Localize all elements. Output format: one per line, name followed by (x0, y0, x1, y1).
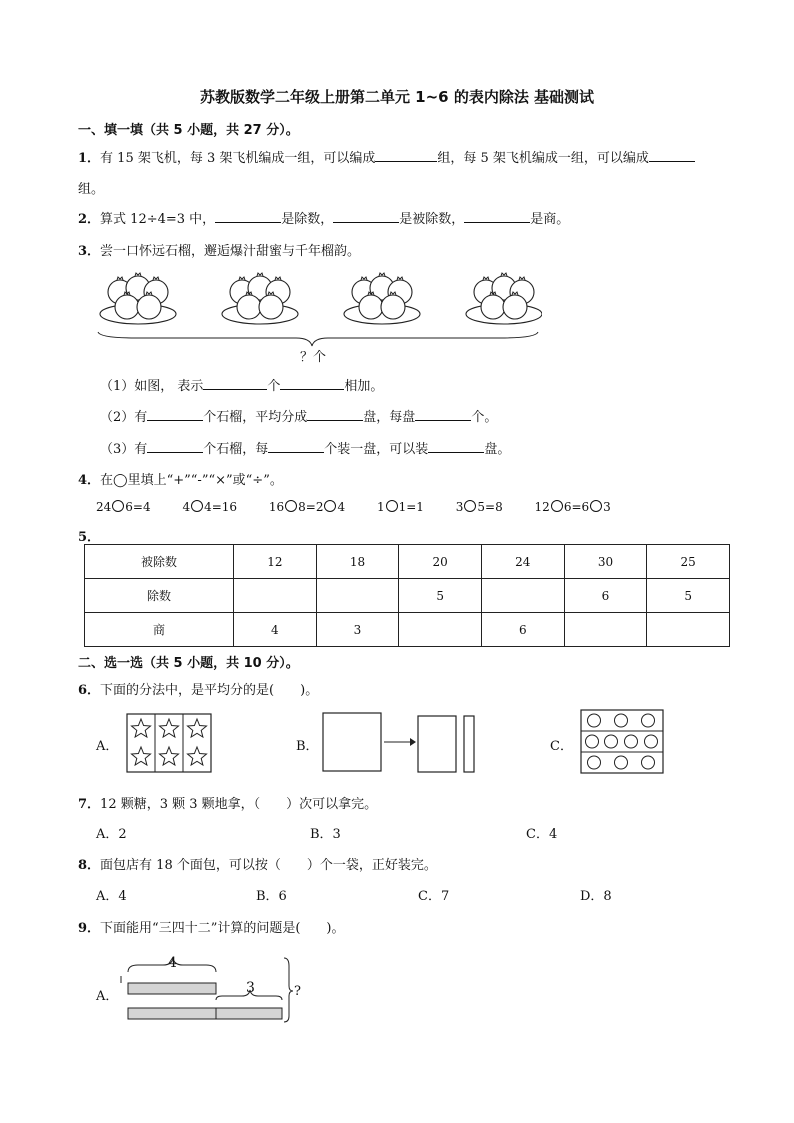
answer-blank[interactable] (280, 376, 344, 390)
table-header-cell: 商 (85, 613, 234, 647)
table-cell: 3 (316, 613, 399, 647)
table-cell: 6 (564, 579, 647, 613)
plate-1 (100, 273, 176, 324)
section-two-heading: 二、选一选（共 5 小题，共 10 分）。 (78, 656, 299, 671)
circles-rows-figure (580, 709, 664, 775)
question-2 (78, 208, 569, 227)
question-text: 是商。 (530, 212, 570, 227)
table-cell[interactable] (399, 613, 482, 647)
table-cell: 12 (234, 545, 317, 579)
question-number: 3． (78, 244, 101, 259)
blank-circle[interactable] (386, 500, 398, 512)
question-text: 下面能用“三四十二”计算的问题是( )。 (100, 921, 345, 936)
table-cell: 4 (234, 613, 317, 647)
option-c[interactable]: C．7 (418, 889, 450, 904)
option-a[interactable]: A．2 (96, 827, 127, 842)
plate-4 (466, 273, 542, 324)
question-text: 是被除数， (399, 212, 465, 227)
plate-3 (344, 273, 420, 324)
question-text: 有 15 架飞机，每 3 架飞机编成一组，可以编成 (100, 151, 376, 166)
total-brace (98, 332, 538, 346)
question-5-number: 5． (78, 530, 101, 545)
top-number: 4 (168, 955, 177, 971)
option-a-label[interactable]: A． (96, 989, 119, 1004)
question-text: 12 颗糖，3 颗 3 颗地拿，（ ）次可以拿完。 (100, 797, 378, 812)
option-a[interactable]: A．4 (96, 889, 127, 904)
question-mark: ? (294, 984, 301, 999)
table-cell: 6 (481, 613, 564, 647)
table-header-cell: 被除数 (85, 545, 234, 579)
table-cell[interactable] (481, 579, 564, 613)
equation-6: 12 6=6 3 (534, 500, 611, 514)
table-cell: 18 (316, 545, 399, 579)
equation-3: 16 8=2 4 (268, 500, 346, 514)
pomegranate-plates-illustration (96, 268, 542, 348)
section-one-heading: 一、填一填（共 5 小题，共 27 分）。 (78, 123, 299, 138)
bottom-bar-part (128, 1008, 216, 1019)
answer-blank[interactable] (147, 439, 203, 453)
answer-blank[interactable] (333, 209, 399, 223)
right-brace (284, 958, 293, 1022)
table-cell: 24 (481, 545, 564, 579)
bottom-number: 3 (246, 980, 255, 996)
plate-2 (222, 273, 298, 324)
equation-1: 24 6=4 (96, 500, 151, 514)
total-label: ？个 (300, 350, 327, 365)
question-text: 是除数， (281, 212, 334, 227)
table-cell: 20 (399, 545, 482, 579)
table-row (85, 545, 730, 579)
question-number: 1． (78, 151, 101, 166)
question-text: 算式 12÷4=3 中， (100, 212, 216, 227)
question-4 (78, 469, 283, 488)
question-8 (78, 854, 437, 873)
blank-circle[interactable] (324, 500, 336, 512)
option-d[interactable]: D．8 (580, 889, 612, 904)
question-text: 尝一口怀远石榴，邂逅爆汁甜蜜与千年榴韵。 (100, 244, 361, 259)
option-a-label[interactable]: A． (96, 739, 119, 754)
equation-5: 3 5=8 (455, 500, 503, 514)
question-7 (78, 793, 377, 812)
question-text: 组，每 5 架飞机编成一组，可以编成 (437, 151, 649, 166)
question-text: 面包店有 18 个面包，可以按（ ）个一袋，正好装完。 (100, 858, 437, 873)
question-6 (78, 679, 318, 698)
table-row (85, 613, 730, 647)
answer-blank[interactable] (428, 439, 484, 453)
question-text: 下面的分法中，是平均分的是( )。 (100, 683, 319, 698)
table-cell[interactable] (316, 579, 399, 613)
table-cell[interactable] (234, 579, 317, 613)
top-bar (128, 983, 216, 994)
division-table (84, 544, 730, 647)
question-text: 在◯里填上“+”“-”“×”或“÷”。 (100, 473, 283, 488)
answer-blank[interactable] (464, 209, 530, 223)
question-3-part-3: （3）有 个石榴，每 个装一盘，可以装 盘。 (100, 438, 510, 457)
option-c[interactable]: C．4 (526, 827, 558, 842)
table-row (85, 579, 730, 613)
table-cell[interactable] (647, 613, 730, 647)
blank-circle[interactable] (285, 500, 297, 512)
arrow-icon (410, 738, 416, 746)
table-header-cell: 除数 (85, 579, 234, 613)
option-c-label[interactable]: C． (550, 739, 573, 754)
blank-circle[interactable] (464, 500, 476, 512)
equation-4: 1 1=1 (376, 500, 424, 514)
question-number: 7． (78, 797, 101, 812)
question-number: 8． (78, 858, 101, 873)
table-cell: 5 (399, 579, 482, 613)
question-3 (78, 240, 360, 259)
option-b[interactable]: B．6 (256, 889, 287, 904)
answer-blank[interactable] (307, 407, 363, 421)
answer-blank[interactable] (147, 407, 203, 421)
table-cell[interactable] (564, 613, 647, 647)
stars-grid-figure (126, 713, 212, 773)
square-cut-figure (322, 712, 478, 774)
option-b[interactable]: B．3 (310, 827, 341, 842)
blank-circle[interactable] (590, 500, 602, 512)
question-3-part-1: （1）如图， 表示 个 相加。 (100, 375, 383, 394)
table-cell: 30 (564, 545, 647, 579)
question-4-items (96, 500, 611, 514)
option-b-label[interactable]: B． (296, 739, 319, 754)
blank-circle[interactable] (551, 500, 563, 512)
answer-blank[interactable] (268, 439, 324, 453)
blank-circle[interactable] (191, 500, 203, 512)
answer-blank[interactable] (649, 148, 695, 162)
question-1-cont: 组。 (78, 182, 105, 197)
question-number: 4． (78, 473, 101, 488)
bottom-bar-part (216, 1008, 282, 1019)
blank-circle[interactable] (112, 500, 124, 512)
question-number: 6． (78, 683, 101, 698)
question-3-part-2: （2）有 个石榴，平均分成 盘，每盘 个。 (100, 406, 497, 425)
table-cell: 25 (647, 545, 730, 579)
answer-blank[interactable] (375, 148, 437, 162)
equation-2: 4 4=16 (182, 500, 238, 514)
question-number: 2． (78, 212, 101, 227)
question-1 (78, 147, 695, 166)
answer-blank[interactable] (215, 209, 281, 223)
answer-blank[interactable] (203, 376, 267, 390)
bar-model-figure (118, 952, 318, 1024)
table-cell: 5 (647, 579, 730, 613)
question-number: 9． (78, 921, 101, 936)
answer-blank[interactable] (415, 407, 471, 421)
question-9 (78, 917, 344, 936)
page-title: 苏教版数学二年级上册第二单元 1~6 的表内除法 基础测试 (199, 88, 595, 106)
